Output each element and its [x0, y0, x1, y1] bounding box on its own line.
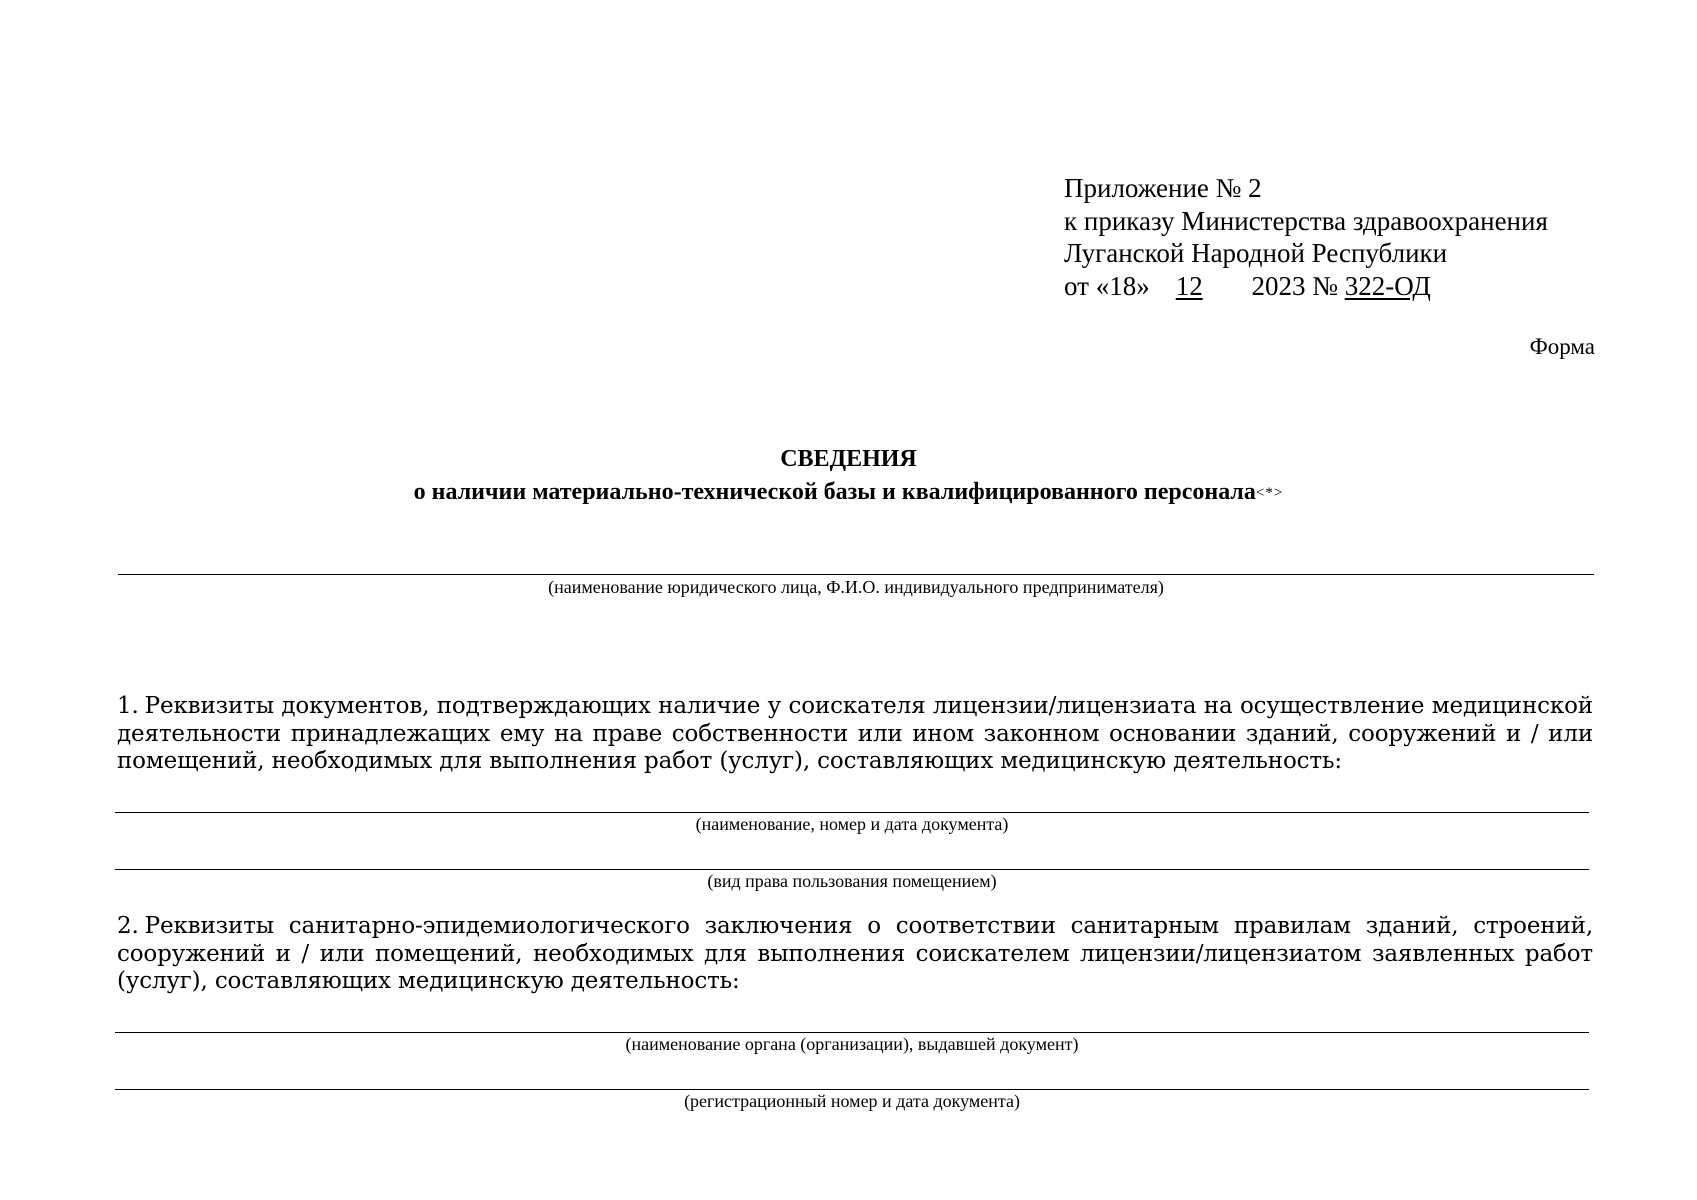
section-1-document-line	[115, 812, 1589, 813]
title-heading: СВЕДЕНИЯ	[780, 446, 917, 472]
section-1-number: 1.	[117, 693, 139, 719]
section-2-text: Реквизиты санитарно-эпидемиологического заключения о соответствии санитарным правилам зданий, строений, сооружений и / или помещений, необходимых для выполнения соискателем лицензии/лицензиатом заявленных работ (услуг), составляющих медицинскую деятельность:	[117, 913, 1593, 994]
section-2-paragraph	[117, 913, 1593, 996]
entity-name-caption: (наименование юридического лица, Ф.И.О. индивидуального предпринимателя)	[548, 577, 1164, 597]
document-title	[0, 443, 1697, 510]
form-label: Форма	[1529, 334, 1595, 359]
section-2-issuer-line	[115, 1032, 1589, 1033]
order-reference: к приказу Министерства здравоохранения	[1064, 205, 1548, 236]
section-1-right-caption: (вид права пользования помещением)	[707, 871, 997, 891]
order-number: 322-ОД	[1344, 270, 1431, 301]
section-2-issuer-caption: (наименование органа (организации), выдавшей документ)	[625, 1034, 1079, 1054]
section-1-right-line	[115, 869, 1589, 870]
order-month-underline	[1150, 271, 1245, 301]
footnote-mark: <*>	[1255, 484, 1284, 501]
section-1-document-caption: (наименование, номер и дата документа)	[695, 814, 1009, 834]
republic-name: Луганской Народной Республики	[1064, 238, 1448, 268]
order-date-prefix: от «18»	[1064, 270, 1150, 301]
section-2-registration-line	[115, 1089, 1589, 1090]
order-year: 2023 №	[1251, 270, 1338, 301]
section-2-registration-caption: (регистрационный номер и дата документа)	[684, 1091, 1020, 1111]
title-subheading	[0, 476, 1697, 510]
title-subheading-text: о наличии материально-технической базы и квалифицированного персонала	[413, 479, 1256, 505]
section-1-text: Реквизиты документов, подтверждающих наличие у соискателя лицензии/лицензиата на осуществление медицинской деятельности принадлежащих ему на праве собственности или ином законном основании зданий, сооружений и / или помещений, необходимых для выполнения работ (услуг), составляющих медицинскую деятельность:	[117, 693, 1593, 774]
section-2-number: 2.	[117, 913, 139, 939]
section-1-paragraph	[117, 693, 1593, 776]
order-date-line	[1064, 270, 1548, 303]
appendix-number: Приложение № 2	[1064, 173, 1262, 203]
appendix-header	[1064, 172, 1548, 302]
order-month: 12	[1175, 270, 1203, 301]
entity-name-line	[118, 574, 1594, 575]
